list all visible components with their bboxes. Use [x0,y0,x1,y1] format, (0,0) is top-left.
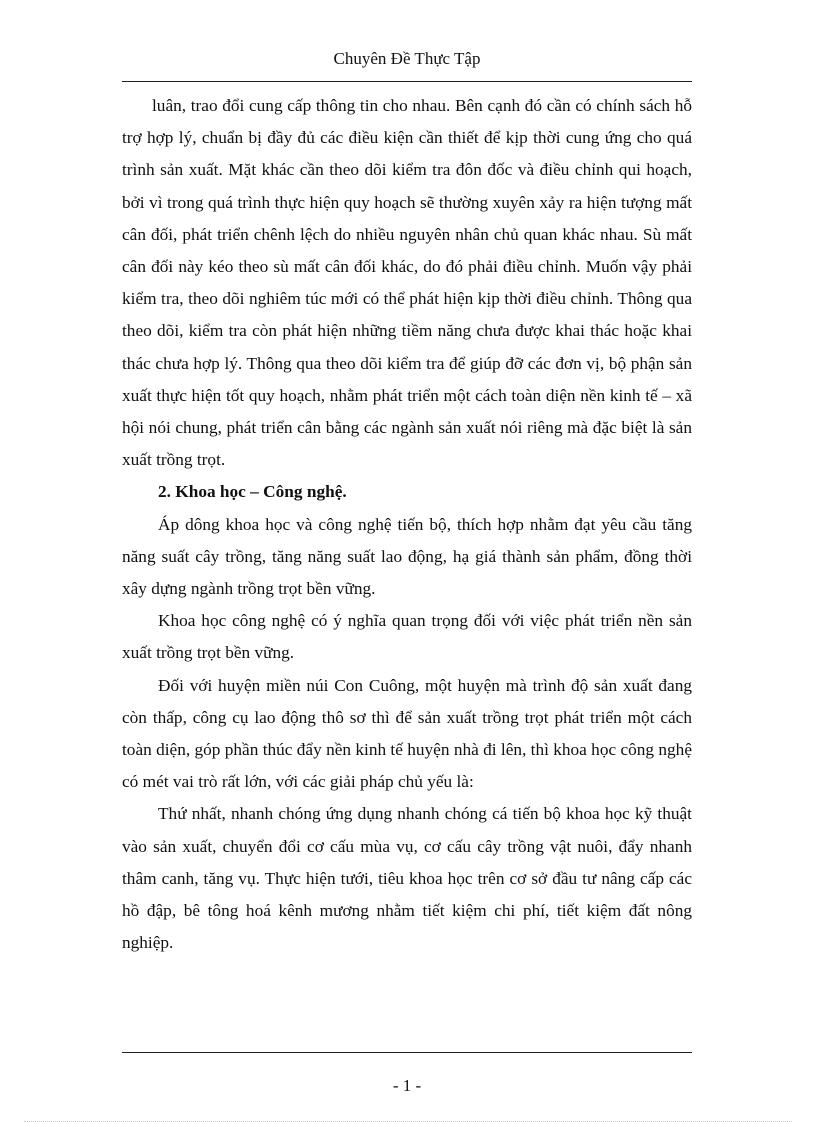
page-number: - 1 - [392,1076,422,1095]
paragraph: Đối với huyện miền núi Con Cuông, một huyện mà trình độ sản xuất đang còn thấp, công cụ lao động thô sơ thì để sản xuất trồng trọt phát triển một cách toàn diện, góp phần thúc đẩy nền kinh tế huyện nhà đi lên, thì khoa học công nghệ có mét vai trò rất lớn, với các giải pháp chủ yếu là: [122,675,692,792]
document-body [122,90,692,959]
paragraph: Khoa học công nghệ có ý nghĩa quan trọng đối với việc phát triển nền sản xuất trồng trọt bền vững. [122,611,692,663]
section-heading: 2. Khoa học – Công nghệ. [158,482,347,502]
page-header-title: Chuyên Đề Thực Tập [333,49,481,68]
paragraph: luân, trao đổi cung cấp thông tin cho nhau. Bên cạnh đó cần có chính sách hỗ trợ hợp lý, chuẩn bị đầy đủ các điều kiện cần thiết để kịp thời cung ứng cho quá trình sản xuất. Mặt khác cần theo dõi kiểm tra đôn đốc và điều chỉnh qui hoạch, bởi vì trong quá trình thực hiện quy hoạch sẽ thường xuyên xảy ra hiện tượng mất cân đối, phát triển chênh lệch do nhiều nguyên nhân chủ quan khác nhau. Sù mất cân đối này kéo theo sù mất cân đối khác, do đó phải điều chỉnh. Muốn vậy phải kiểm tra, theo dõi nghiêm túc mới có thể phát hiện kịp thời điều chỉnh. Thông qua theo dõi, kiểm tra còn phát hiện những tiềm năng chưa được khai thác hoặc khai thác chưa hợp lý. Thông qua theo dõi kiểm tra để giúp đỡ các đơn vị, bộ phận sản xuất thực hiện tốt quy hoạch, nhằm phát triển một cách toàn diện nền kinh tế – xã hội nói chung, phát triển cân bằng các ngành sản xuất nói riêng mà đặc biệt là sản xuất trồng trọt. [122,96,692,470]
footer-divider [122,1052,692,1053]
header-divider [122,81,692,82]
paragraph: Thứ nhất, nhanh chóng ứng dụng nhanh chóng cá tiến bộ khoa học kỹ thuật vào sản xuất, chuyển đổi cơ cấu mùa vụ, cơ cấu cây trồng vật nuôi, đẩy nhanh thâm canh, tăng vụ. Thực hiện tưới, tiêu khoa học trên cơ sở đầu tư nâng cấp các hồ đập, bê tông hoá kênh mương nhằm tiết kiệm chi phí, tiết kiệm đất nông nghiệp. [122,804,692,953]
paragraph: Áp dông khoa học và công nghệ tiến bộ, thích hợp nhằm đạt yêu cầu tăng năng suất cây trồng, tăng năng suất lao động, hạ giá thành sản phẩm, đồng thời xây dựng ngành trồng trọt bền vững. [122,514,692,599]
page-edge-dotted-line [24,1121,792,1122]
